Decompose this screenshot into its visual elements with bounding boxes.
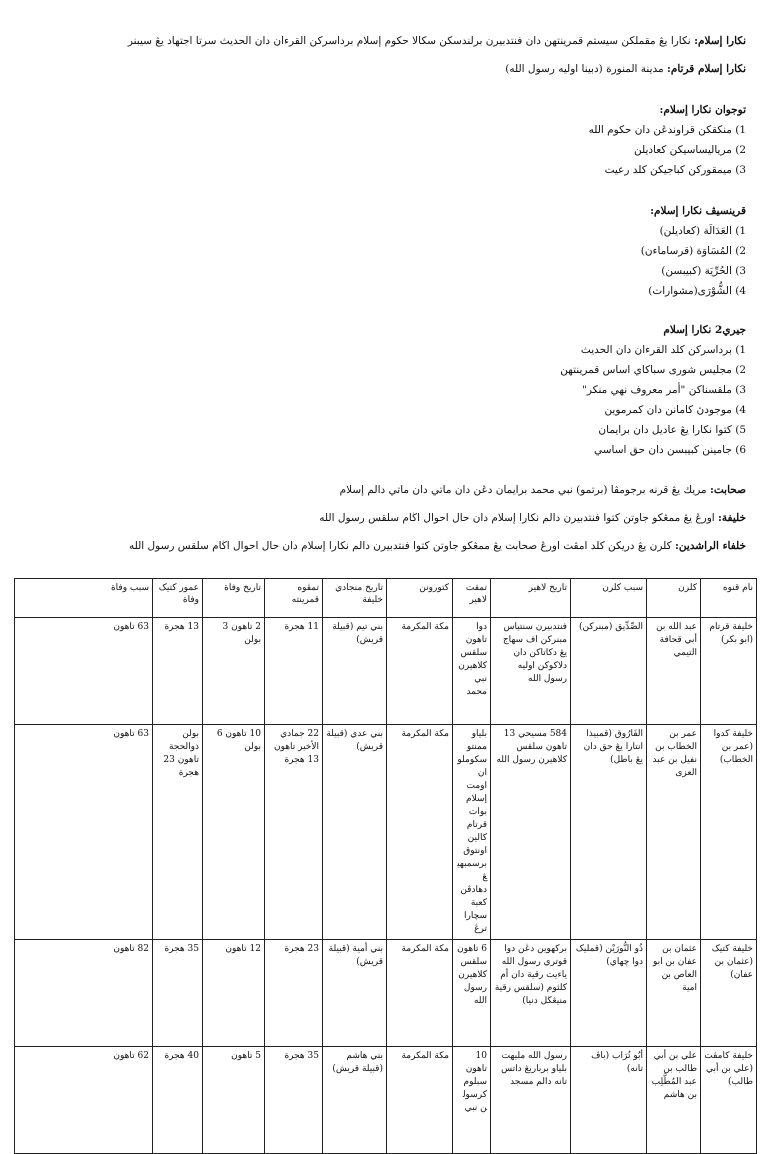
goal-item-1: 1) منكقكن قراوندڠن دان حكوم الله [588,124,746,136]
table-cell: 11 هجرة [265,618,323,725]
def-caliph-text: اورڠ يڠ ممڠكو جاوتن كتوا فنتدبيرن دالم نكارا إسلام دان حال احوال اڬام سلقس رسول الله [319,512,715,524]
feature-item-6: 6) جامينن كبيبسن دان حق اساسي [594,444,746,456]
def-caliph-label: خليفة: [718,512,746,524]
first-state-line [18,62,746,77]
caliphs-table [14,578,757,1154]
table-cell: 584 مسيحي 13 تاهون سلقس كلاهيرن رسول الله [491,725,571,940]
table-cell: 63 تاهون [15,618,153,725]
def-rashidun-text: كلرن يڠ دريكن كلد امڤت اورڠ صحابت يڠ ممڠكو جاوتن كتوا فنتدبيرن دالم نكارا إسلام دان حال احوال اڬام سلقس رسول الله [128,540,672,552]
feature-item-1: 1) برداسركن كلد القرءان دان الحديث [580,344,746,356]
table-cell: بولن ذوالحجة تاهون 23 هجرة [153,725,203,940]
table-cell: خليفة كدوا (عمر بن الخطاب) [701,725,757,940]
table-row [15,1047,757,1154]
header-cell: تاريخ منجادي خليفة [323,579,387,618]
def-caliph-line [18,511,746,526]
table-cell: بني عدي (قبيلة قريش) [323,725,387,940]
feature-item-5: 5) كتوا نكارا يڠ عاديل دان برايمان [598,424,746,436]
table-cell: 23 هجرة [265,940,323,1047]
table-cell: بني أمية (قبيلة قريش) [323,940,387,1047]
table-cell: عبد الله بن أبي قحافة التيمي [647,618,701,725]
def-companion-label: صحابت: [709,484,746,496]
feature-item-2: 2) مجليس شورى سباكاي اساس قمرينتهن [560,364,746,376]
header-cell: تمڤوه قمرينته [265,579,323,618]
header-cell: تاريخ لاهير [491,579,571,618]
table-cell: 12 تاهون [203,940,265,1047]
table-cell: عثمان بن عفان بن ابو العاص بن امية [647,940,701,1047]
table-cell: مكة المكرمة [387,725,453,940]
principle-item-2: 2) المُسَاوَة (قرساماءن) [640,245,746,257]
table-cell: 13 هجرة [153,618,203,725]
principle-item-4: 4) الشُّوْرَى(مشوارات) [648,285,746,297]
table-cell: خليفة كتيک (عثمان بن عفان) [701,940,757,1047]
table-cell: خليفة كامڤت (علي بن أبي طالب) [701,1047,757,1154]
table-cell: 10 تاهون 6 بولن [203,725,265,940]
table-cell: 82 تاهون [15,940,153,1047]
table-header-row [15,579,757,618]
table-cell: 35 هجرة [265,1047,323,1154]
table-row [15,940,757,1047]
goal-item-2: 2) مرياليساسيكن كعاديلن [633,144,746,156]
def-rashidun-line [18,539,746,554]
def-companion-text: مريك يڠ قرنه برجومڤا (برتمو) نبي محمد برايمان دڠن دان ماتي دان ماتي دالم إسلام [339,484,707,496]
header-cell: كتورونن [387,579,453,618]
goals-heading: توجوان نكارا إسلام: [659,104,746,116]
table-row [15,618,757,725]
def-rashidun-label: خلفاء الراشدين: [675,540,746,552]
definition-text: نكارا يڠ مقملكن سيستم قمرينتهن دان فنتدبيرن برلندسكن سكالا حكوم إسلام برداسركن القرءان دان الحديث سرتا اجتهاد يڠ سيبنر [127,35,691,47]
header-cell: تاريخ وفاة [203,579,265,618]
feature-item-4: 4) موجودڽ كامانن دان كمرموين [604,404,746,416]
table-cell: مكة المكرمة [387,940,453,1047]
features-heading: جيري2 نكارا إسلام [663,324,746,336]
table-cell: مكة المكرمة [387,618,453,725]
header-cell: تمقت لاهير [453,579,491,618]
table-cell: بني تيم (قبيلة قريش) [323,618,387,725]
table-cell: علي بن أبي طالب بن عبد المُطَّلِب بن هاشم [647,1047,701,1154]
table-cell: بلياو ممنتو سكوملوان اومت إسلام بوات قرتام كالين اونتوق برسمبهيڠ دهادڤن كعبة سچارا ترڠ [453,725,491,940]
header-cell: سبب وفاة [15,579,153,618]
goal-item-3: 3) ميمقوركن كبا‌جيكن كلد رعيت [604,164,746,176]
def-companion-line [18,483,746,498]
table-cell: 6 تاهون سلقس كلاهيرن رسول الله [453,940,491,1047]
definition-label: نكارا إسلام: [694,35,746,47]
header-cell: سبب كلرن [571,579,647,618]
table-cell: خليفة قرتام (ابو بكر) [701,618,757,725]
table-cell: عمر بن الخطاب بن نفيل بن عبد العزى [647,725,701,940]
table-cell: 40 هجرة [153,1047,203,1154]
table-cell: مكة المكرمة [387,1047,453,1154]
table-row [15,725,757,940]
table-cell: الفَارُوق (قمبيذا انتارا يڠ حق دان يڠ باطل) [571,725,647,940]
principle-item-1: 1) العَدَالَة (كعاديلن) [659,225,746,237]
header-cell: عمور كتيک وفاة [153,579,203,618]
table-cell: رسول الله مليهت بلياو برباريڠ داتس تانه دالم مسجد [491,1047,571,1154]
table-cell: الصِّدِّيق (مبنرکن) [571,618,647,725]
feature-item-3: 3) ملقسناكن "أمر معروف نهي منكر" [582,384,746,396]
table-cell: أبُو تُرَاب (باڤ تانه) [571,1047,647,1154]
table-cell: 2 تاهون 3 بولن [203,618,265,725]
table-cell: 35 هجرة [153,940,203,1047]
definition-line [18,34,746,49]
table-cell: ذُو النُّورَيْن (قمليک دوا چهاي) [571,940,647,1047]
table-cell: بركهوين دڠن دوا قوتري رسول الله ياءيت رقية دان أم كلثوم (سلقس رقية منيڠڬل دنيا) [491,940,571,1047]
header-cell: كلرن [647,579,701,618]
table-cell: 5 تاهون [203,1047,265,1154]
table-cell: فنتدبيرن سنتياس مبنرکن اف سهاج يڠ دكاتاكن دان دلاكوكن اوليه رسول الله [491,618,571,725]
table-cell: 22 جمادي الأخير تاهون 13 هجرة [265,725,323,940]
first-state-label: نكارا إسلام قرتام: [666,63,746,75]
table-cell: دوا تاهون سلقس كلاهيرن نبي محمد [453,618,491,725]
table-cell: بني هاشم (قبيلة قريش) [323,1047,387,1154]
principle-item-3: 3) الحُرِّيَة (كبيبسن) [661,265,746,277]
first-state-text: مدينة المنورة (دبينا اوليه رسول الله) [505,63,664,75]
table-cell: 63 تاهون [15,725,153,940]
principles-heading: قرينسيڤ نكارا إسلام: [650,205,746,217]
table-cell: 62 تاهون [15,1047,153,1154]
header-cell: نام قنوه [701,579,757,618]
table-cell: 10 تاهون سبلوم كرسولن نبي [453,1047,491,1154]
